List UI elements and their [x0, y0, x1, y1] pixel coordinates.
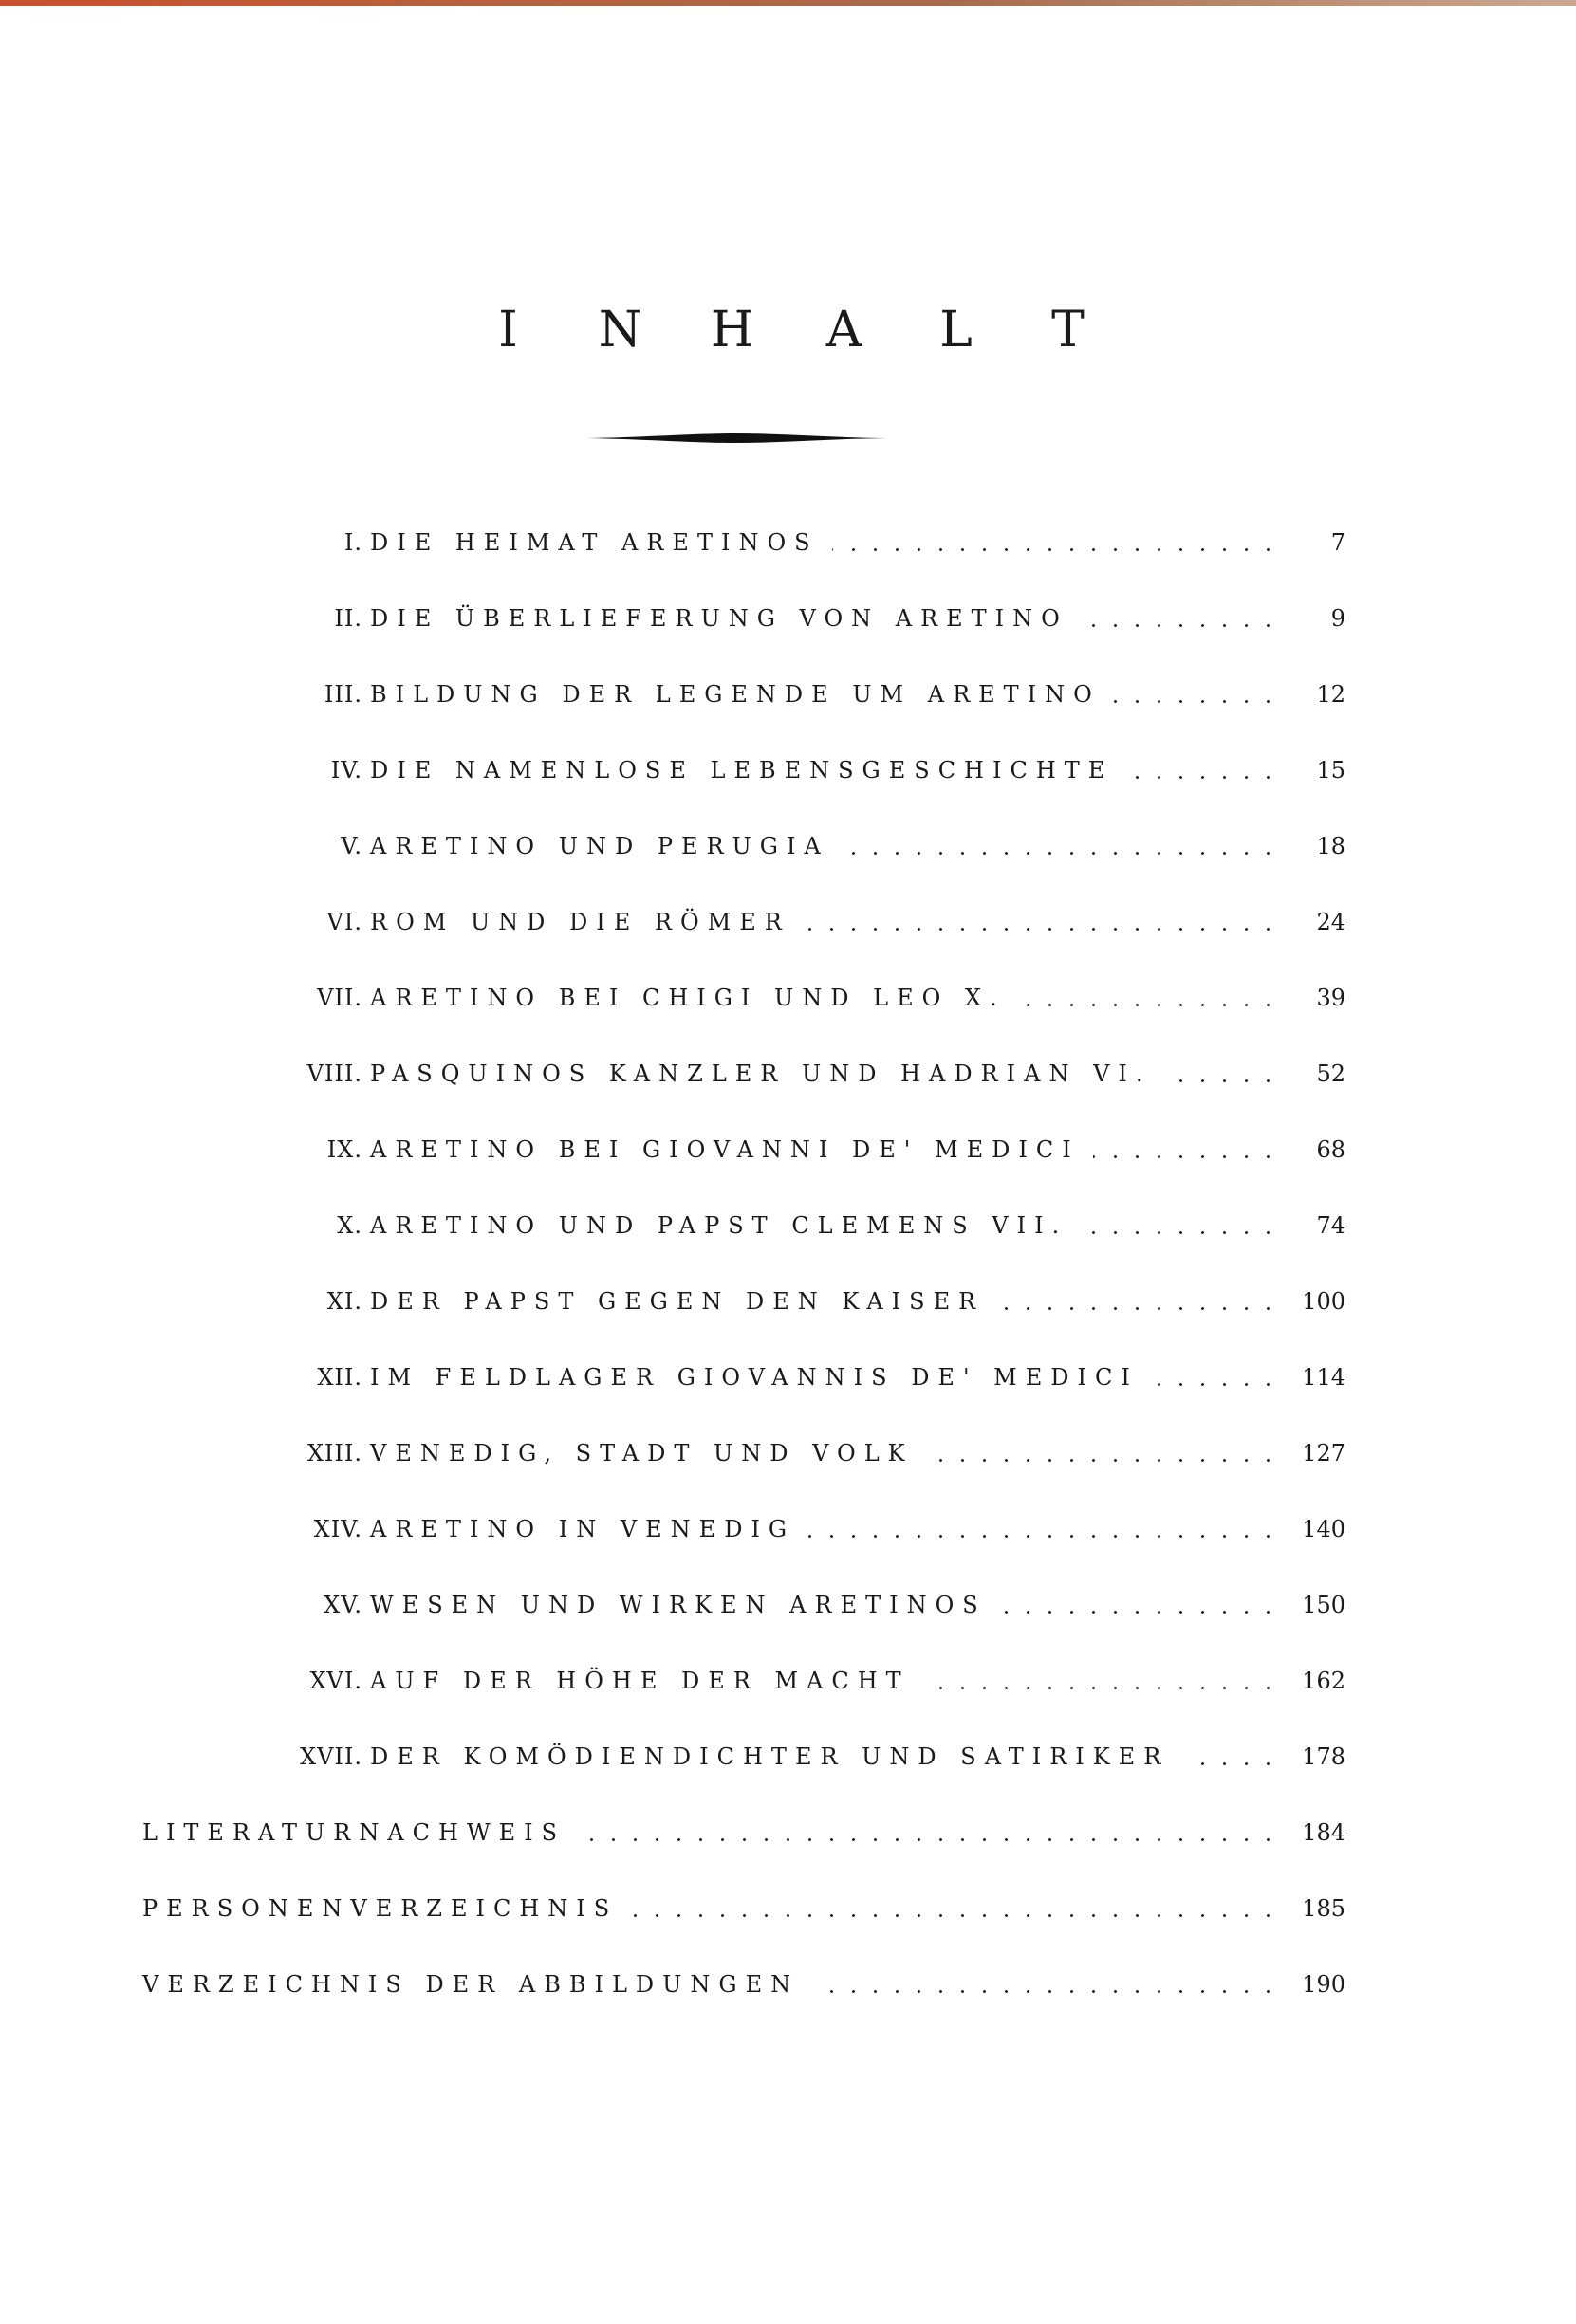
- toc-dot-leader: [1152, 1358, 1279, 1396]
- toc-entry: [142, 1055, 1345, 1093]
- title-letter: H: [710, 302, 754, 359]
- toc-entry: [142, 1814, 1345, 1852]
- toc-entry-number: I.: [343, 529, 362, 556]
- toc-entry-number: XVI.: [309, 1668, 362, 1694]
- toc-entry-page: 39: [1316, 985, 1345, 1011]
- toc-entry-title: LITERATURNACHWEIS: [142, 1819, 566, 1846]
- toc-dot-leader: [832, 524, 1279, 562]
- title-letter: T: [1051, 302, 1085, 359]
- toc-entry: [142, 1282, 1345, 1320]
- toc-entry: [142, 675, 1345, 713]
- title-letter: I: [498, 302, 518, 359]
- toc-entry: [142, 1965, 1345, 2003]
- toc-entry-title: ARETINO BEI CHIGI UND LEO X.: [370, 985, 1006, 1011]
- toc-entry-page: 184: [1302, 1819, 1345, 1846]
- toc-entry-number: XI.: [326, 1288, 362, 1315]
- toc-entry-title: DER PAPST GEGEN DEN KAISER: [370, 1288, 985, 1315]
- toc-entry-title: DIE HEIMAT ARETINOS: [370, 529, 819, 556]
- toc-entry-page: 52: [1316, 1061, 1345, 1087]
- toc-entry-number: XIV.: [313, 1516, 362, 1542]
- toc-entry-page: 162: [1302, 1668, 1345, 1694]
- toc-dot-leader: [1126, 751, 1279, 789]
- toc-dot-leader: [579, 1814, 1279, 1852]
- toc-entry: [142, 1207, 1345, 1245]
- toc-entry: [142, 599, 1345, 637]
- toc-dot-leader: [1093, 1131, 1279, 1169]
- toc-entry-number: IV.: [330, 757, 362, 784]
- toc-entry-page: 190: [1302, 1971, 1345, 1998]
- toc-entry-number: VIII.: [306, 1061, 362, 1087]
- toc-entry-title: IM FELDLAGER GIOVANNIS DE' MEDICI: [370, 1364, 1139, 1391]
- toc-entry-page: 140: [1302, 1516, 1345, 1542]
- toc-entry-title: PASQUINOS KANZLER UND HADRIAN VI.: [370, 1061, 1152, 1087]
- toc-entry-number: XIII.: [306, 1440, 362, 1466]
- toc-entry-number: III.: [324, 681, 362, 708]
- toc-entry: [142, 1510, 1345, 1548]
- toc-dot-leader: [1182, 1738, 1279, 1776]
- toc-entry-page: 68: [1316, 1136, 1345, 1163]
- toc-entry-number: XV.: [324, 1592, 362, 1618]
- toc-entry: [142, 903, 1345, 941]
- toc-dot-leader: [808, 1510, 1279, 1548]
- title-letter: A: [825, 302, 862, 359]
- toc-entry-page: 178: [1302, 1743, 1345, 1770]
- toc-dot-leader: [843, 827, 1279, 865]
- toc-entry-page: 185: [1302, 1895, 1345, 1922]
- toc-dot-leader: [812, 1965, 1279, 2003]
- toc-entry-title: ARETINO UND PERUGIA: [370, 833, 829, 859]
- toc-entry-page: 7: [1330, 529, 1345, 556]
- toc-entry-page: 127: [1302, 1440, 1345, 1466]
- toc-entry-title: VENEDIG, STADT UND VOLK: [370, 1440, 914, 1466]
- toc-dot-leader: [631, 1890, 1279, 1927]
- toc-entry-page: 18: [1316, 833, 1345, 859]
- toc-entry-page: 15: [1316, 757, 1345, 784]
- toc-dot-leader: [1019, 979, 1279, 1017]
- toc-entry: [142, 827, 1345, 865]
- toc-dot-leader: [1082, 599, 1279, 637]
- title-letter: N: [598, 302, 642, 359]
- toc-entry-title: DIE NAMENLOSE LEBENSGESCHICHTE: [370, 757, 1114, 784]
- toc-entry: [142, 1131, 1345, 1169]
- toc-entry-page: 114: [1302, 1364, 1345, 1391]
- toc-entry-title: VERZEICHNIS DER ABBILDUNGEN: [142, 1971, 800, 1998]
- toc-entry-number: VII.: [317, 985, 362, 1011]
- toc-entry-title: PERSONENVERZEICHNIS: [142, 1895, 619, 1922]
- toc-dot-leader: [1081, 1207, 1279, 1245]
- toc-entry-title: ARETINO IN VENEDIG: [370, 1516, 796, 1542]
- toc-entry-page: 12: [1316, 681, 1345, 708]
- toc-entry: [142, 979, 1345, 1017]
- toc-dot-leader: [923, 1662, 1279, 1700]
- toc-entry-title: ARETINO BEI GIOVANNI DE' MEDICI: [370, 1136, 1080, 1163]
- toc-entry: [142, 524, 1345, 562]
- toc-entry: [142, 1890, 1345, 1927]
- toc-entry-title: WESEN UND WIRKEN ARETINOS: [370, 1592, 987, 1618]
- toc-entry: [142, 1586, 1345, 1624]
- toc-entry-title: ARETINO UND PAPST CLEMENS VII.: [370, 1212, 1068, 1239]
- toc-entry-number: V.: [341, 833, 362, 859]
- toc-entry-title: BILDUNG DER LEGENDE UM ARETINO: [370, 681, 1101, 708]
- toc-entry-number: IX.: [326, 1136, 362, 1163]
- toc-entry: [142, 751, 1345, 789]
- toc-entry-page: 150: [1302, 1592, 1345, 1618]
- toc-entry: [142, 1738, 1345, 1776]
- toc-entry-number: II.: [334, 605, 362, 632]
- toc-dot-leader: [1114, 675, 1279, 713]
- toc-entry-page: 74: [1316, 1212, 1345, 1239]
- toc-dot-leader: [1000, 1586, 1279, 1624]
- toc-entry-number: VI.: [326, 909, 362, 935]
- toc-entry-page: 24: [1316, 909, 1345, 935]
- toc-entry-title: DER KOMÖDIENDICHTER UND SATIRIKER: [370, 1743, 1170, 1770]
- toc-entry-title: ROM UND DIE RÖMER: [370, 909, 790, 935]
- toc-dot-leader: [1165, 1055, 1279, 1093]
- toc-entry-number: XII.: [317, 1364, 362, 1391]
- toc-entry-number: X.: [337, 1212, 362, 1239]
- toc-entry: [142, 1358, 1345, 1396]
- toc-entry: [142, 1662, 1345, 1700]
- toc-entry-title: DIE ÜBERLIEFERUNG VON ARETINO: [370, 605, 1068, 632]
- toc-dot-leader: [997, 1282, 1279, 1320]
- title-letter: L: [939, 302, 973, 359]
- toc-entry: [142, 1434, 1345, 1472]
- toc-dot-leader: [927, 1434, 1279, 1472]
- toc-dot-leader: [804, 903, 1279, 941]
- toc-entry-number: XVII.: [299, 1743, 362, 1770]
- toc-entry-page: 9: [1330, 605, 1345, 632]
- toc-entry-title: AUF DER HÖHE DER MACHT: [370, 1668, 910, 1694]
- toc-entry-page: 100: [1302, 1288, 1345, 1315]
